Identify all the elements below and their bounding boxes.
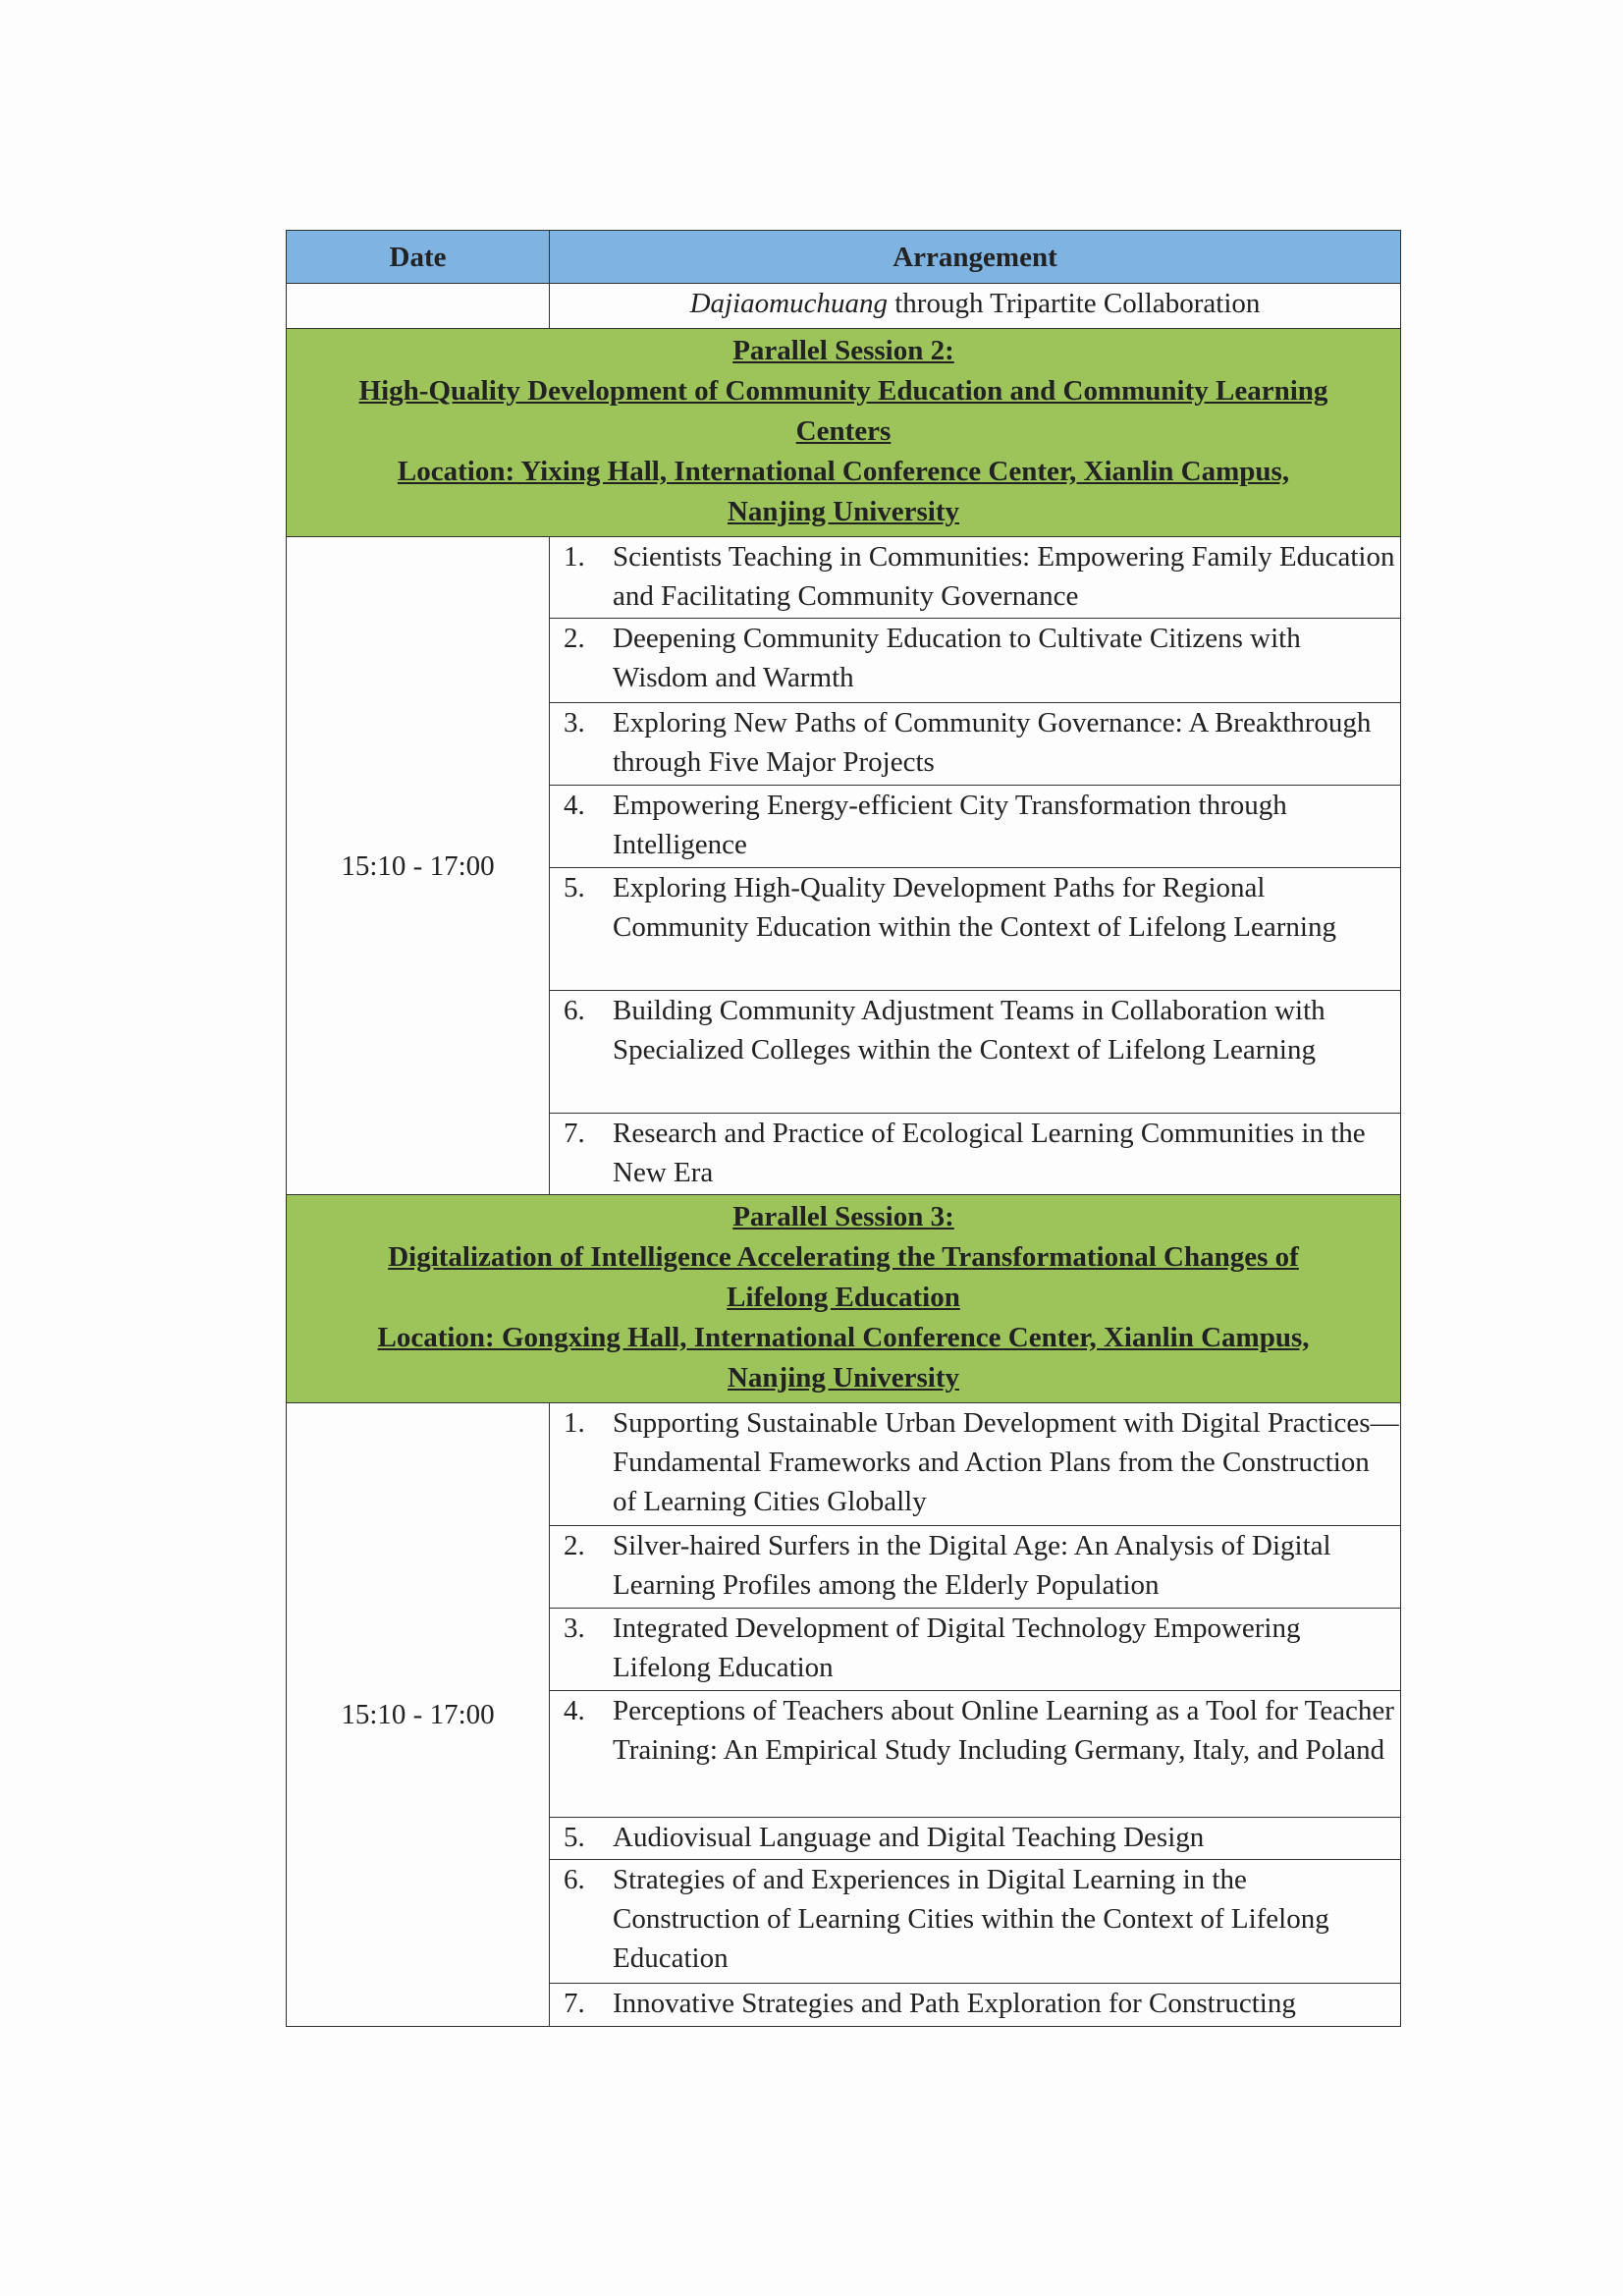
item-title: Empowering Energy-efficient City Transformation through Intelligence [613,790,1287,860]
session-header-row [287,329,1401,537]
item-number: 3. [564,707,585,738]
session-title-line: Digitalization of Intelligence Accelerating the Transformational Changes of [388,1241,1299,1273]
item-number: 1. [564,1407,585,1439]
item-title: Integrated Development of Digital Technology Empowering Lifelong Education [613,1613,1301,1683]
session-title-line: Lifelong Education [727,1282,960,1313]
item-number: 7. [564,1988,585,2019]
item-number: 5. [564,872,585,903]
agenda-item [550,1984,1401,2027]
item-title: Scientists Teaching in Communities: Empowering Family Education and Facilitating Community Governance [613,541,1395,612]
agenda-item [550,1114,1401,1195]
item-title: Strategies of and Experiences in Digital Learning in the Construction of Learning Cities within the Context of Lifelong Education [613,1864,1329,1974]
header-date: Date [287,231,550,284]
item-title: Innovative Strategies and Path Exploration for Constructing [613,1988,1296,2019]
item-title: Research and Practice of Ecological Learning Communities in the New Era [613,1118,1366,1188]
item-title: Building Community Adjustment Teams in Collaboration with Specialized Colleges within the Context of Lifelong Learning [613,995,1325,1066]
session-title-line: High-Quality Development of Community Education and Community Learning [358,375,1328,407]
session-title-line: Nanjing University [727,496,960,527]
agenda-item [550,1526,1401,1609]
table-header [287,231,1401,284]
agenda-item [550,1691,1401,1818]
item-number: 3. [564,1613,585,1644]
agenda-item [550,619,1401,703]
item-title: Audiovisual Language and Digital Teaching Design [613,1822,1205,1853]
agenda-item [550,703,1401,786]
agenda-item [550,1403,1401,1526]
item-number: 6. [564,995,585,1026]
session-title-line: Nanjing University [727,1362,960,1394]
item-title: Exploring High-Quality Development Paths for Regional Community Education within the Context of Lifelong Learning [613,872,1336,943]
item-title: Perceptions of Teachers about Online Learning as a Tool for Teacher Training: An Empirical Study Including Germany, Italy, and Poland [613,1695,1394,1766]
item-number: 5. [564,1822,585,1853]
session-title-line: Parallel Session 2: [732,335,954,366]
item-title: Exploring New Paths of Community Governance: A Breakthrough through Five Major Projects [613,707,1372,778]
agenda-item [550,1860,1401,1984]
item-number: 2. [564,623,585,654]
table-row [287,1403,1401,1526]
session-header-row [287,1195,1401,1403]
item-number: 1. [564,541,585,573]
session-header [287,329,1401,537]
header-arrangement: Arrangement [550,231,1401,284]
time-cell: 15:10 - 17:00 [287,537,550,1195]
item-title: Deepening Community Education to Cultivate Citizens with Wisdom and Warmth [613,623,1301,693]
agenda-item [550,991,1401,1114]
session-title-line: Location: Gongxing Hall, International Conference Center, Xianlin Campus, [377,1322,1310,1353]
intro-text: through Tripartite Collaboration [887,288,1261,319]
table-row [287,537,1401,619]
session-title-line: Centers [795,415,892,447]
table-row [287,284,1401,329]
intro-cell [550,284,1401,329]
item-number: 6. [564,1864,585,1895]
session-title-line: Parallel Session 3: [732,1201,954,1232]
session-header [287,1195,1401,1403]
agenda-item [550,868,1401,991]
agenda-item [550,1609,1401,1691]
intro-italic: Dajiaomuchuang [689,288,888,319]
agenda-item [550,1818,1401,1860]
item-title: Silver-haired Surfers in the Digital Age: An Analysis of Digital Learning Profiles among the Elderly Population [613,1530,1331,1601]
session-title-line: Location: Yixing Hall, International Conference Center, Xianlin Campus, [397,456,1290,487]
item-number: 7. [564,1118,585,1149]
agenda-item [550,537,1401,619]
item-number: 2. [564,1530,585,1561]
item-number: 4. [564,790,585,821]
agenda-item [550,786,1401,868]
item-number: 4. [564,1695,585,1726]
time-cell: 15:10 - 17:00 [287,1403,550,2027]
item-title: Supporting Sustainable Urban Development with Digital Practices—Fundamental Frameworks and Action Plans from the Construction of Learning Cities Globally [613,1407,1399,1517]
schedule-table [286,230,1401,2027]
